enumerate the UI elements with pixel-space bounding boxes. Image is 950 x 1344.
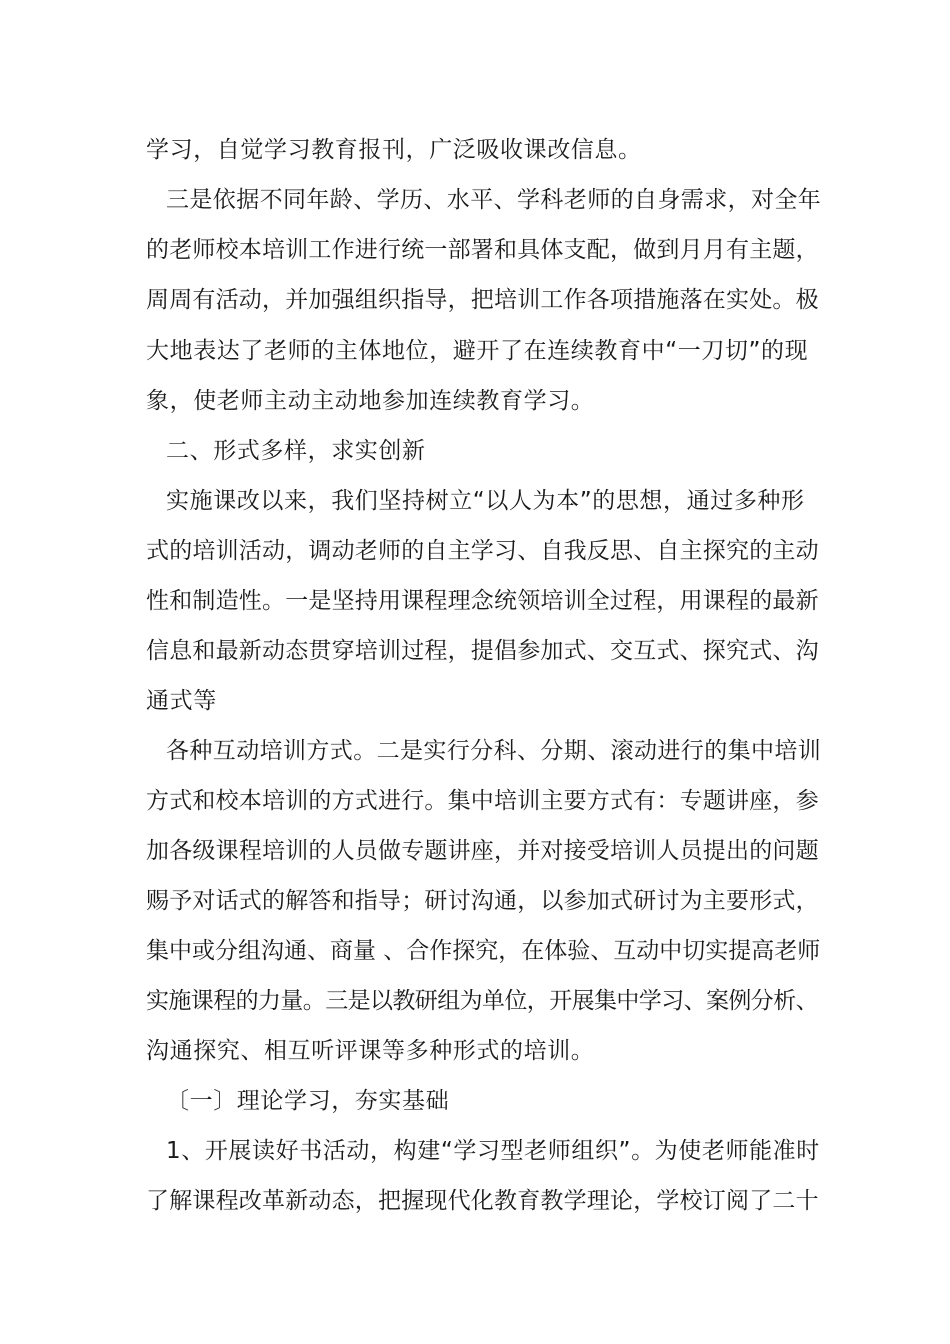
text-line: 1、开展读好书活动，构建“学习型老师组织”。为使老师能准时 [166, 1138, 820, 1164]
section-heading: 二、形式多样，求实创新 [166, 438, 426, 464]
text-line: 信息和最新动态贯穿培训过程，提倡参加式、交互式、探究式、沟 [146, 638, 819, 664]
text-line: 了解课程改革新动态，把握现代化教育教学理论，学校订阅了二十 [146, 1188, 819, 1214]
text-line: 大地表达了老师的主体地位，避开了在连续教育中“一刀切”的现 [146, 338, 809, 364]
text-line: 学习，自觉学习教育报刊，广泛吸收课改信息。 [146, 137, 642, 163]
text-line: 沟通探究、相互听评课等多种形式的培训。 [146, 1038, 595, 1064]
text-line: 通式等 [146, 688, 217, 714]
text-line: 加各级课程培训的人员做专题讲座，并对接受培训人员提出的问题 [146, 838, 819, 864]
text-line: 赐予对话式的解答和指导；研讨沟通，以参加式研讨为主要形式， [146, 888, 819, 914]
text-line: 周周有活动，并加强组织指导，把培训工作各项措施落在实处。极 [146, 287, 819, 313]
text-line: 实施课程的力量。三是以教研组为单位，开展集中学习、案例分析、 [146, 988, 819, 1014]
text-line: 的老师校本培训工作进行统一部署和具体支配，做到月月有主题， [146, 237, 819, 263]
text-line: 三是依据不同年龄、学历、水平、学科老师的自身需求，对全年 [166, 187, 822, 213]
section-heading: 〔一〕理论学习，夯实基础 [166, 1088, 450, 1114]
text-line: 方式和校本培训的方式进行。集中培训主要方式有：专题讲座，参 [146, 788, 819, 814]
text-line: 性和制造性。一是坚持用课程理念统领培训全过程，用课程的最新 [146, 588, 819, 614]
text-line: 式的培训活动，调动老师的自主学习、自我反思、自主探究的主动 [146, 538, 819, 564]
text-line: 各种互动培训方式。二是实行分科、分期、滚动进行的集中培训 [166, 738, 822, 764]
text-line: 集中或分组沟通、商量 、合作探究，在体验、互动中切实提高老师 [146, 938, 821, 964]
text-line: 实施课改以来，我们坚持树立“以人为本”的思想，通过多种形 [166, 488, 805, 514]
text-line: 象，使老师主动主动地参加连续教育学习。 [146, 388, 595, 414]
